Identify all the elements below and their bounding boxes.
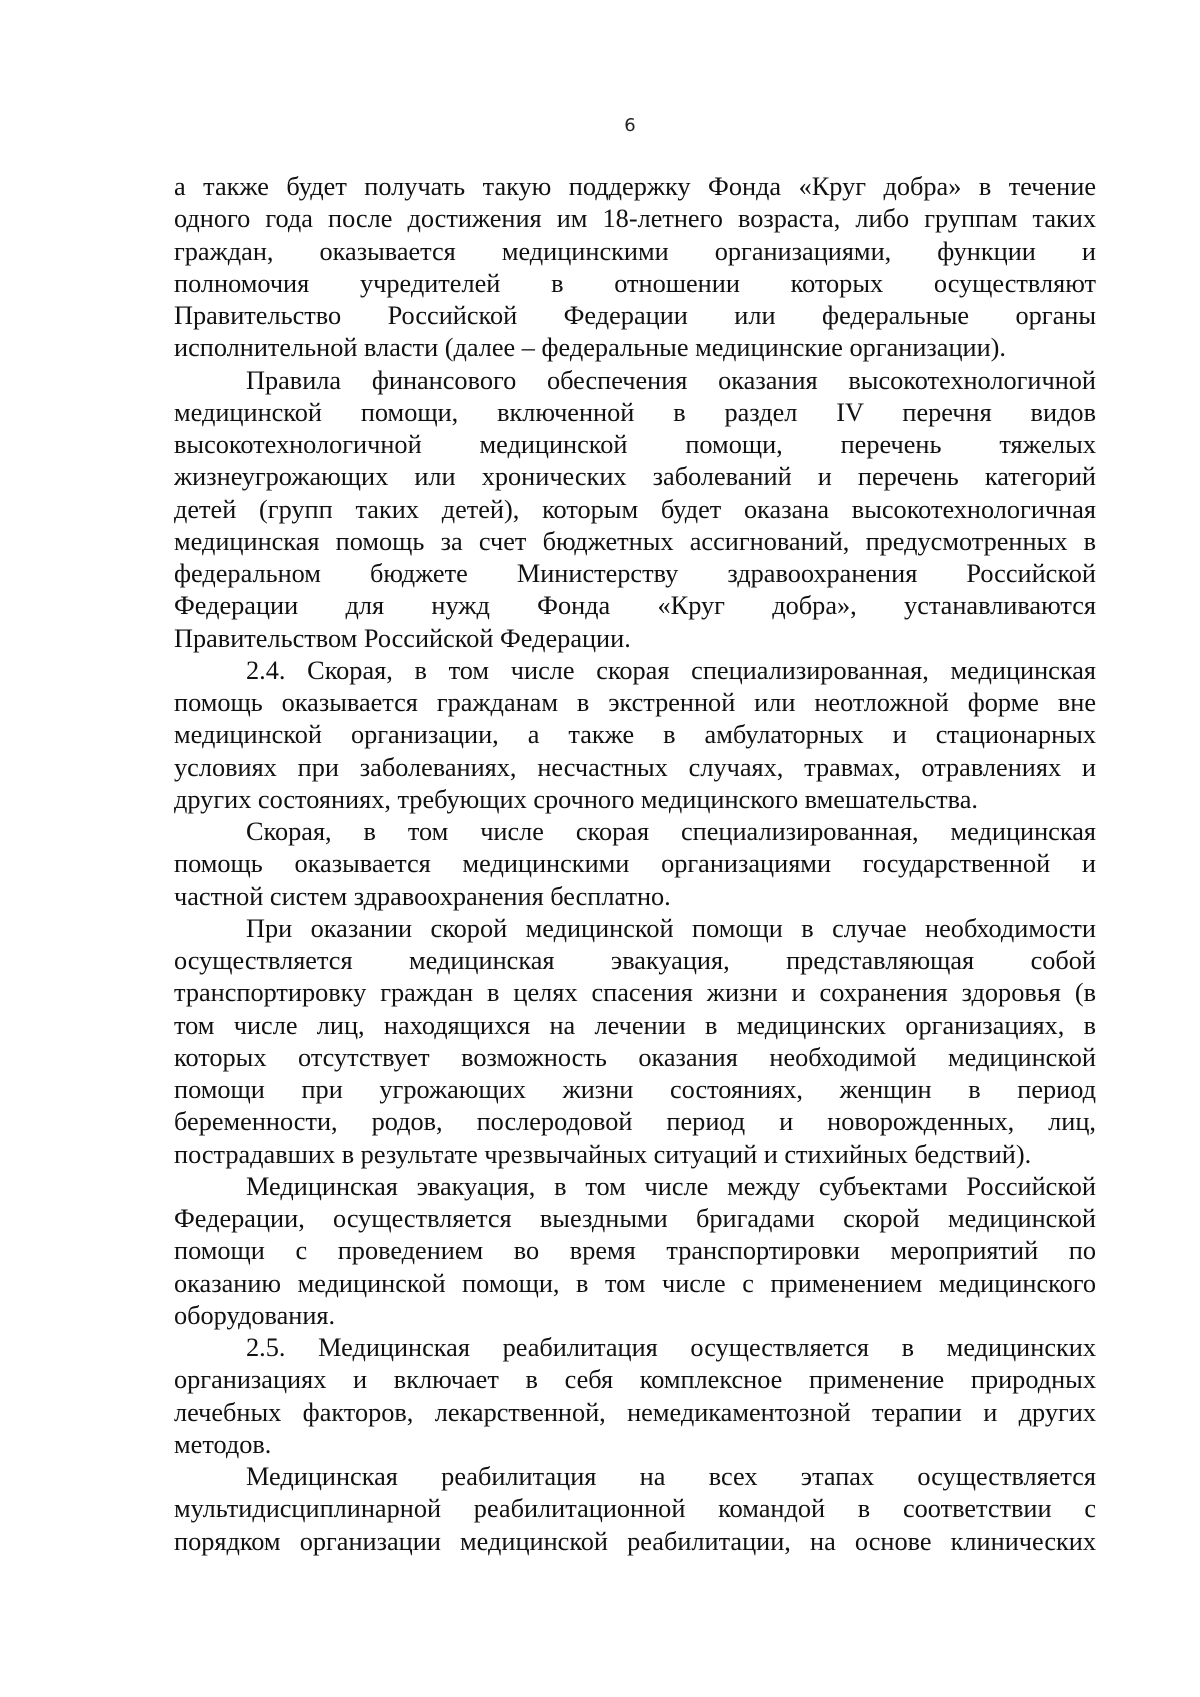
text-line: порядком организации медицинской реабилитации, на основе клинических	[174, 1526, 1096, 1556]
text-line: Федерации, осуществляется выездными бригадами скорой медицинской	[174, 1204, 1096, 1233]
text-line: федеральном бюджете Министерству здравоохранения Российской	[174, 559, 1096, 588]
text-line: Скорая, в том числе скорая специализированная, медицинская	[246, 817, 1096, 846]
text-line: осуществляется медицинская эвакуация, представляющая собой	[174, 946, 1096, 975]
text-line: медицинская помощь за счет бюджетных ассигнований, предусмотренных в	[174, 526, 1096, 556]
page-number: 6	[624, 115, 636, 136]
text-line: пострадавших в результате чрезвычайных ситуаций и стихийных бедствий).	[174, 1139, 1032, 1169]
text-line: которых отсутствует возможность оказания необходимой медицинской	[174, 1042, 1096, 1072]
text-line: помощи при угрожающих жизни состояниях, женщин в период	[174, 1075, 1096, 1104]
text-line: Правительство Российской Федерации или федеральные органы	[174, 301, 1096, 330]
document-body	[174, 171, 1096, 1558]
text-line: Правила финансового обеспечения оказания высокотехнологичной	[246, 365, 1096, 395]
text-line: других состояниях, требующих срочного медицинского вмешательства.	[174, 784, 978, 814]
text-line: транспортировку граждан в целях спасения жизни и сохранения здоровья (в	[174, 978, 1096, 1008]
text-line: условиях при заболеваниях, несчастных случаях, травмах, отравлениях и	[174, 752, 1096, 782]
text-line: организациях и включает в себя комплексное применение природных	[174, 1365, 1096, 1395]
text-line: лечебных факторов, лекарственной, немедикаментозной терапии и других	[174, 1397, 1096, 1427]
text-line: При оказании скорой медицинской помощи в случае необходимости	[246, 913, 1096, 943]
text-line: 2.4. Скорая, в том числе скорая специализированная, медицинская	[246, 655, 1096, 685]
text-line: граждан, оказывается медицинскими организациями, функции и	[174, 236, 1096, 266]
text-line: исполнительной власти (далее – федеральные медицинские организации).	[174, 333, 1006, 363]
text-line: высокотехнологичной медицинской помощи, перечень тяжелых	[174, 430, 1096, 459]
text-line: Федерации для нужд Фонда «Круг добра», устанавливаются	[174, 591, 1096, 621]
text-line: оборудования.	[174, 1300, 336, 1330]
text-line: одного года после достижения им 18-летнего возраста, либо группам таких	[174, 204, 1096, 234]
text-line: а также будет получать такую поддержку Фонда «Круг добра» в течение	[174, 172, 1096, 201]
text-line: детей (групп таких детей), которым будет оказана высокотехнологичная	[174, 494, 1096, 524]
text-line: 2.5. Медицинская реабилитация осуществляется в медицинских	[246, 1333, 1096, 1362]
text-line: частной систем здравоохранения бесплатно.	[174, 881, 671, 911]
text-line: том числе лиц, находящихся на лечении в медицинских организациях, в	[174, 1010, 1096, 1040]
text-line: методов.	[174, 1429, 272, 1459]
text-line: помощи с проведением во время транспортировки мероприятий по	[174, 1236, 1096, 1266]
text-line: Медицинская реабилитация на всех этапах осуществляется	[246, 1462, 1096, 1491]
text-line: Медицинская эвакуация, в том числе между субъектами Российской	[246, 1171, 1096, 1201]
text-line: медицинской организации, а также в амбулаторных и стационарных	[174, 720, 1096, 750]
text-line: полномочия учредителей в отношении которых осуществляют	[174, 268, 1096, 298]
text-line: помощь оказывается медицинскими организациями государственной и	[174, 849, 1096, 879]
text-line: мультидисциплинарной реабилитационной командой в соответствии с	[174, 1494, 1096, 1524]
text-line: беременности, родов, послеродовой период и новорожденных, лиц,	[174, 1107, 1096, 1137]
text-line: Правительством Российской Федерации.	[174, 623, 631, 653]
text-line: медицинской помощи, включенной в раздел IV перечня видов	[174, 397, 1096, 427]
text-line: помощь оказывается гражданам в экстренной или неотложной форме вне	[174, 688, 1096, 717]
text-line: жизнеугрожающих или хронических заболеваний и перечень категорий	[174, 462, 1096, 492]
text-line: оказанию медицинской помощи, в том числе с применением медицинского	[174, 1268, 1096, 1298]
